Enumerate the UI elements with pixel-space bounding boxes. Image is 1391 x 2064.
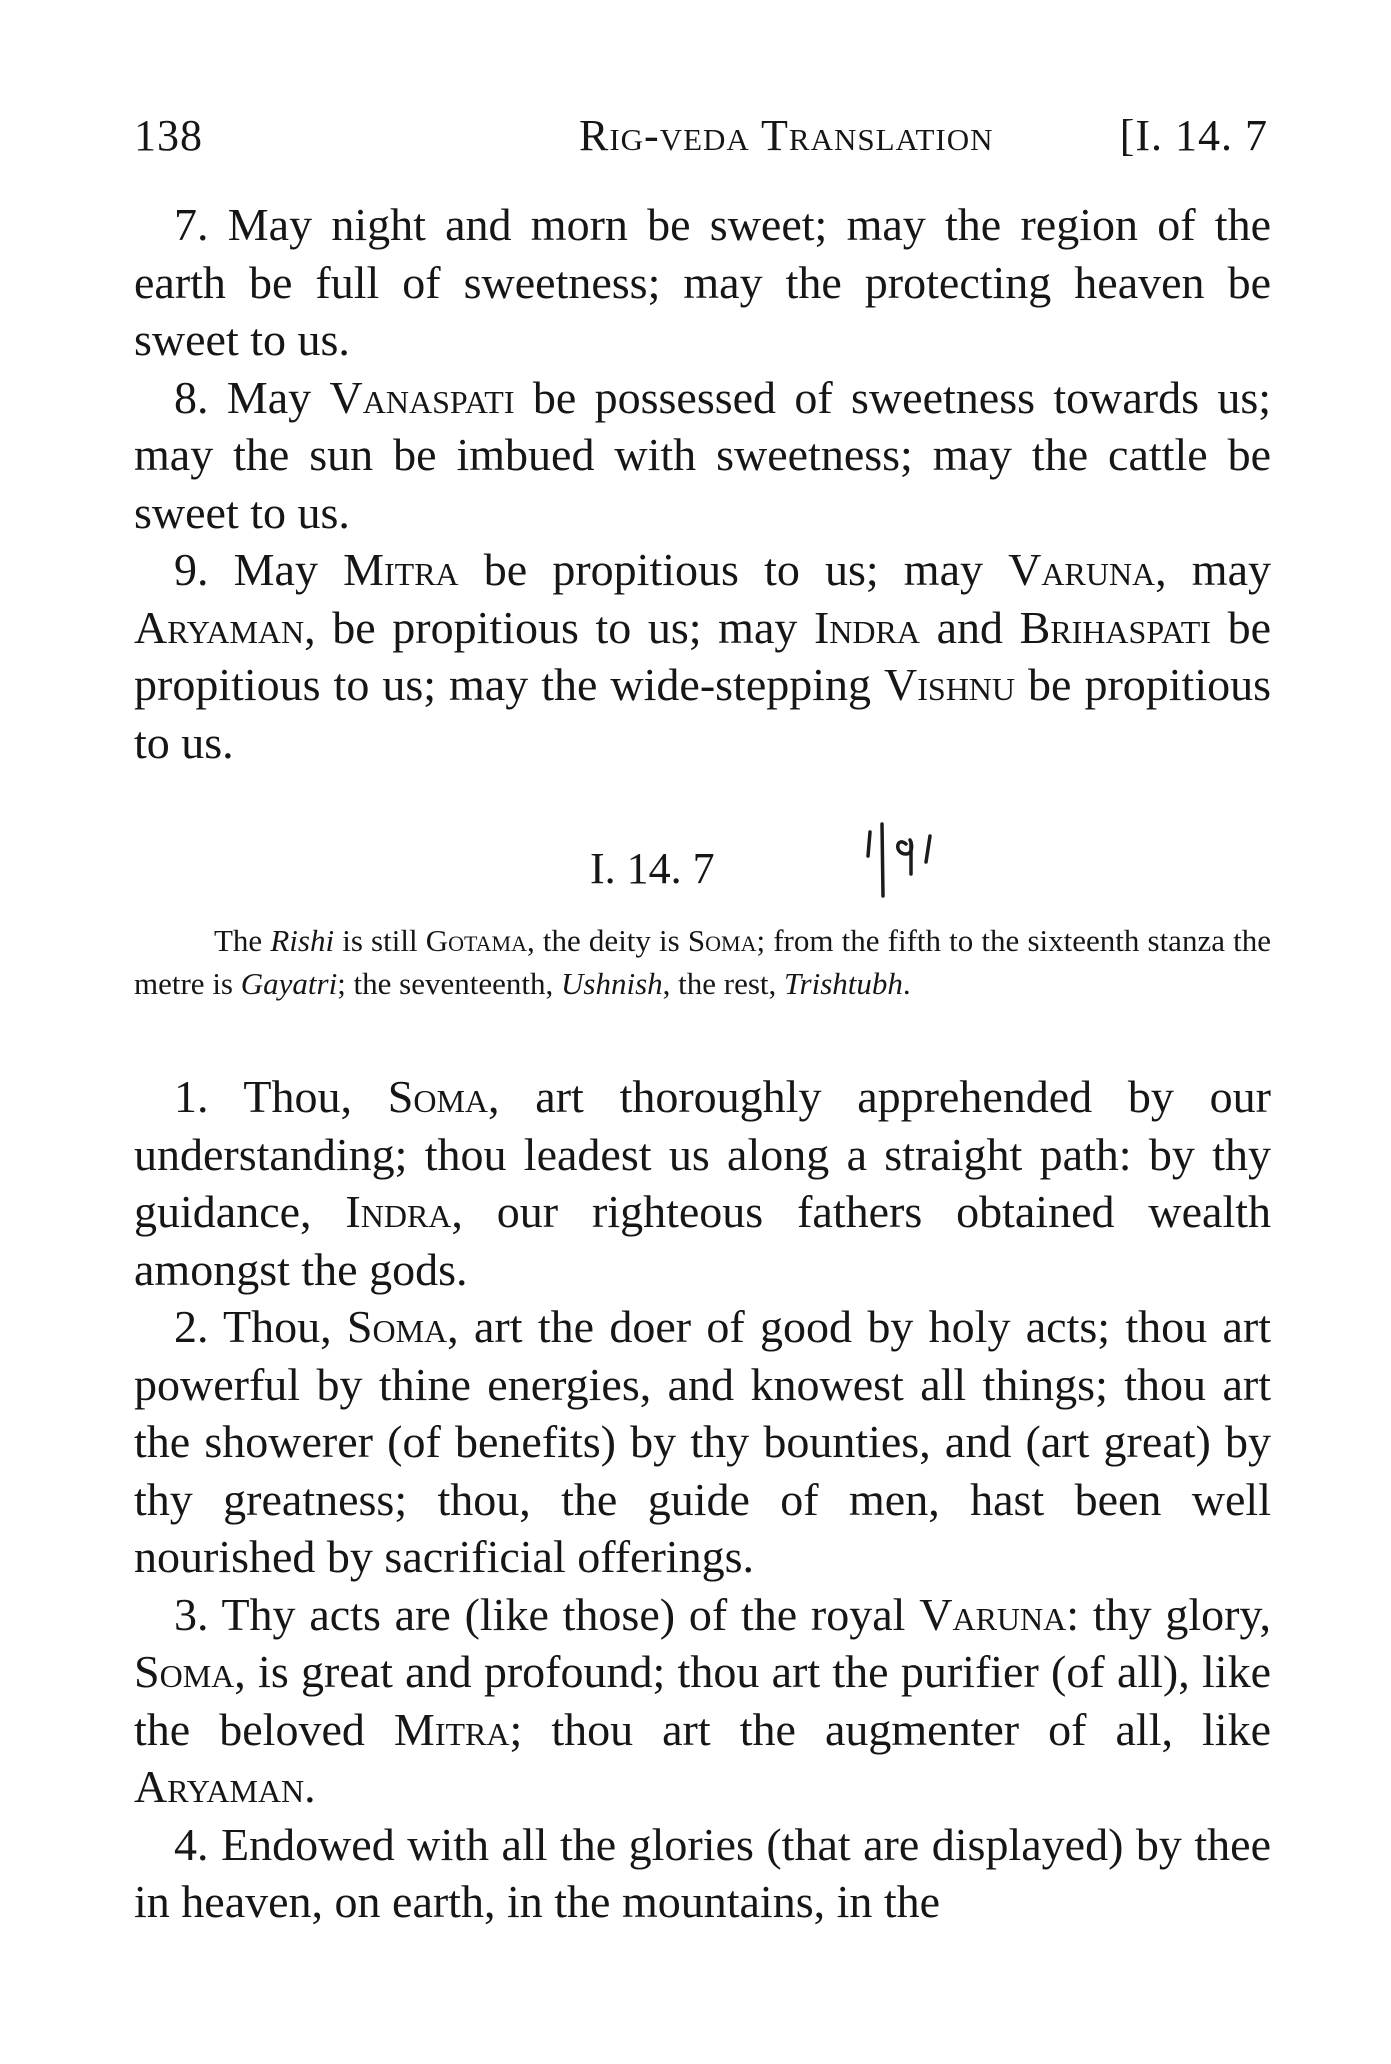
proper-name: Soma <box>134 1646 235 1697</box>
italic-term: Ushnish <box>561 966 663 1001</box>
proper-name: Gotama <box>425 923 528 958</box>
proper-name: Soma <box>387 1071 489 1122</box>
proper-name: Mitra <box>393 1703 510 1755</box>
text-run: 9. May <box>174 544 344 595</box>
text-run: 7. May night and morn be sweet; may the region of the earth be full of sweetness; may the protecting heaven be sweet to us. <box>134 199 1271 365</box>
italic-term: Rishi <box>270 923 335 958</box>
running-header <box>134 110 1274 170</box>
verses-bottom <box>134 1068 1271 1931</box>
text-run: be propitious to us; may the wide-stepping <box>134 601 1272 710</box>
text-run: , art thoroughly apprehended by our understanding; thou leadest us along a straight path: by thy guidance, <box>134 1071 1271 1237</box>
text-run: 8. May <box>174 371 330 423</box>
text-run: 1. Thou, <box>174 1071 388 1122</box>
verse-paragraph <box>134 1586 1271 1816</box>
italic-term: Trishtubh <box>784 966 903 1001</box>
text-run: , is great and profound; thou art the purifier (of all), like the beloved <box>134 1646 1271 1755</box>
page-number: 138 <box>134 111 203 160</box>
proper-name: Vishnu <box>884 659 1016 710</box>
text-run: be propitious to us; may <box>458 544 1009 595</box>
text-run: be possessed of sweetness towards us; may the sun be imbued with sweetness; may the cattle be sweet to us. <box>134 371 1271 538</box>
verse-paragraph <box>134 369 1271 542</box>
text-run: , the deity is <box>527 923 688 958</box>
proper-name: Indra <box>345 1186 452 1237</box>
handwritten-annotation <box>858 818 968 908</box>
text-run: 3. Thy acts are (like those) of the royal <box>174 1588 920 1640</box>
text-run: ; from the fifth to the sixteenth stanza the metre is <box>134 923 1271 1001</box>
text-run: . <box>902 966 911 1001</box>
text-run: , may <box>1155 544 1272 595</box>
proper-name: Vanaspati <box>329 371 515 423</box>
text-run: 2. Thou, <box>174 1301 347 1352</box>
italic-term: Gayatri <box>240 966 338 1001</box>
text-run: . <box>304 1761 316 1812</box>
text-run: be propitious to us. <box>134 659 1272 768</box>
verse-paragraph <box>134 1298 1271 1586</box>
proper-name: Varuna <box>919 1588 1067 1640</box>
proper-name: Aryaman <box>134 1761 305 1812</box>
handwritten-annotation-drawing <box>858 818 968 908</box>
text-run: , the rest, <box>662 966 785 1001</box>
running-title: Rig-veda Translation <box>579 111 994 160</box>
text-run: : thy glory, <box>1066 1588 1272 1640</box>
text-run: ; thou art the augmenter of all, like <box>509 1703 1272 1755</box>
text-run: is still <box>334 923 426 958</box>
text-run: , art the doer of good by holy acts; thou art powerful by thine energies, and knowest all things; thou art the showerer (of benefits) by thy bounties, and (art great) by thy greatness; thou, the guide of men, hast been well nourished by sacrificial offerings. <box>134 1301 1271 1582</box>
proper-name: Soma <box>687 923 757 958</box>
verse-paragraph <box>134 541 1271 771</box>
text-run: The <box>214 923 271 958</box>
hymn-introduction <box>134 919 1271 1005</box>
text-run: ; the seventeenth, <box>337 966 561 1001</box>
proper-name: Mitra <box>343 544 459 595</box>
verse-paragraph <box>134 1068 1271 1298</box>
text-run: , our righteous fathers obtained wealth amongst the gods. <box>134 1186 1271 1295</box>
proper-name: Brihaspati <box>1019 601 1211 653</box>
proper-name: Varuna <box>1008 544 1156 595</box>
section-heading: I. 14. 7 <box>590 844 715 893</box>
text-run: 4. Endowed with all the glories (that are displayed) by thee in heaven, on earth, in the mountains, in the <box>134 1818 1271 1927</box>
proper-name: Aryaman <box>134 601 305 653</box>
verse-paragraph <box>134 196 1271 369</box>
verse-paragraph <box>134 1816 1271 1931</box>
proper-name: Soma <box>346 1301 448 1352</box>
text-run: and <box>919 601 1020 653</box>
verses-top <box>134 196 1271 771</box>
text-run: , be propitious to us; may <box>304 601 814 653</box>
section-reference: [I. 14. 7 <box>1119 111 1268 160</box>
proper-name: Indra <box>813 601 920 653</box>
